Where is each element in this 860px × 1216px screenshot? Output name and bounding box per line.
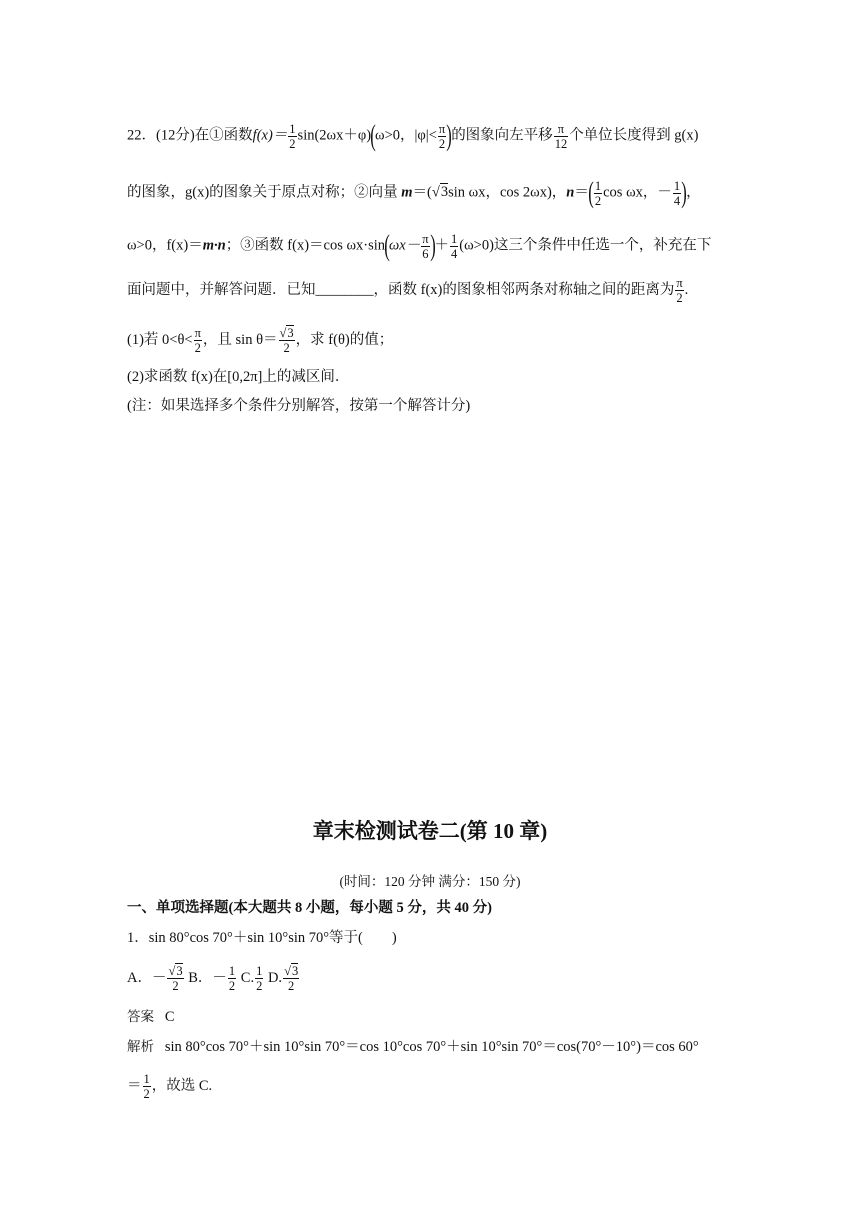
frac-pi-2: $\frac{\pi}{2}$: [676, 276, 683, 305]
plus-sign: ＋: [434, 237, 450, 254]
q22-note: (注：如果选择多个条件分别解答，按第一个解答计分): [127, 398, 471, 414]
frac-half: $\frac{1}{2}$: [289, 121, 296, 151]
line1-tail: 个单位长度得到 g(x): [569, 127, 699, 144]
left-bracket-icon: (: [588, 176, 594, 209]
line4-text: 面问题中，并解答问题．已知________，函数 f(x)的图象相邻两条对称轴之间的距离为: [127, 281, 675, 298]
q22-line-2: [127, 178, 701, 208]
frac-quarter: $\frac{1}{4}$: [451, 231, 458, 261]
q22-line-3: [127, 231, 711, 261]
condition: ω>0，|φ|<: [375, 127, 437, 144]
time-score-info: (时间：120 分钟 满分：150 分): [339, 874, 521, 889]
q22-part-2: (2)求函数 f(x)在[0,2π]上的减区间．: [127, 369, 350, 385]
left-bracket-icon: (: [384, 229, 390, 262]
part1-text-c: ，求 f(θ)的值；: [295, 331, 394, 348]
vector-m: m: [401, 184, 413, 201]
line3-text-c: (ω>0)这三个条件中任选一个，补充在下: [459, 237, 712, 254]
answer-label: 答案: [127, 1009, 154, 1025]
sqrt-3: 3: [440, 184, 449, 201]
option-b: B．－: [184, 969, 227, 986]
q22-line-1: [127, 121, 698, 151]
sqrt-icon: √: [168, 964, 176, 978]
period: .: [684, 281, 689, 298]
frac-half: $\frac{1}{2}$: [143, 1072, 150, 1101]
part1-text-b: ，且 sin θ＝: [202, 331, 278, 348]
option-c: C.: [237, 969, 255, 986]
comma: ，: [686, 184, 701, 201]
right-bracket-icon: ): [429, 229, 436, 262]
frac-half: $\frac{1}{2}$: [594, 178, 602, 208]
q22-line-4: [127, 276, 688, 305]
chapter-test-title: 章末检测试卷二(第 10 章): [312, 819, 548, 843]
cos-expr: cos ωx，－: [603, 184, 672, 201]
right-bracket-icon: ): [446, 119, 452, 152]
line2-text-b: ＝(: [412, 184, 432, 201]
wx-expr: ωx－: [389, 237, 421, 254]
section-heading: 一、单项选择题(本大题共 8 小题，每小题 5 分，共 40 分): [127, 900, 492, 916]
right-bracket-icon: ): [681, 176, 687, 209]
frac-pi-12: $\frac{\pi}{12}$: [554, 121, 568, 151]
frac-pi-2: $\frac{\pi}{2}$: [194, 326, 201, 355]
frac-half: $\frac{1}{2}$: [228, 964, 236, 993]
shift-text: 的图象向左平移: [451, 127, 553, 144]
frac-sqrt3-2: $\frac{√3}{2}$: [284, 964, 299, 993]
option-a: A．－: [127, 969, 167, 986]
frac-sqrt3-2: $\frac{√3}{2}$: [168, 964, 183, 993]
left-bracket-icon: (: [370, 119, 376, 152]
option-d: D.: [264, 969, 283, 986]
answer-value: C: [164, 1009, 175, 1025]
sqrt-icon: √: [284, 964, 291, 978]
line2-text-c: sin ωx，cos 2ωx)，: [448, 184, 567, 201]
analysis-label: 解析: [127, 1039, 154, 1055]
analysis-end-text: ，故选 C.: [151, 1077, 213, 1094]
equals-sign: ＝: [127, 1077, 142, 1094]
analysis-text: sin 80°cos 70°＋sin 10°sin 70°＝cos 10°cos 70°＋sin 10°sin 70°＝cos(70°－10°)＝cos 60°: [164, 1039, 699, 1055]
part1-text-a: (1)若 0<θ<: [127, 331, 193, 348]
line2-text-a: 的图象，g(x)的图象关于原点对称；②向量: [127, 184, 402, 201]
frac-half: $\frac{1}{2}$: [256, 964, 263, 993]
q1-answer: [127, 1007, 175, 1027]
line3-text-a: ω>0，f(x)＝: [127, 237, 203, 254]
q1-stem: 1．sin 80°cos 70°＋sin 10°sin 70°等于( ): [127, 930, 397, 946]
q22-number: 22．(12分)在①函数: [127, 127, 253, 144]
q1-options: [127, 964, 300, 993]
frac-sqrt3-2: $\frac{√3}{2}$: [279, 326, 294, 355]
vector-mn: m·n: [202, 237, 226, 254]
frac-quarter: $\frac{1}{4}$: [673, 178, 681, 208]
line2-text-d: ＝: [574, 184, 589, 201]
frac-pi-6: $\frac{\pi}{6}$: [422, 231, 429, 261]
sqrt-icon: √: [279, 326, 287, 340]
func-f: f(x)＝: [252, 127, 288, 144]
sin-expr: sin(2ωx＋φ): [297, 127, 372, 144]
q22-part-1: [127, 326, 393, 355]
vector-n: n: [566, 184, 575, 201]
frac-pi-2: $\frac{\pi}{2}$: [438, 121, 446, 151]
q1-analysis-end: [127, 1072, 212, 1101]
sqrt-icon: √: [431, 184, 440, 201]
q1-analysis: [127, 1037, 699, 1057]
line3-text-b: ；③函数 f(x)＝cos ωx·sin: [225, 237, 386, 254]
